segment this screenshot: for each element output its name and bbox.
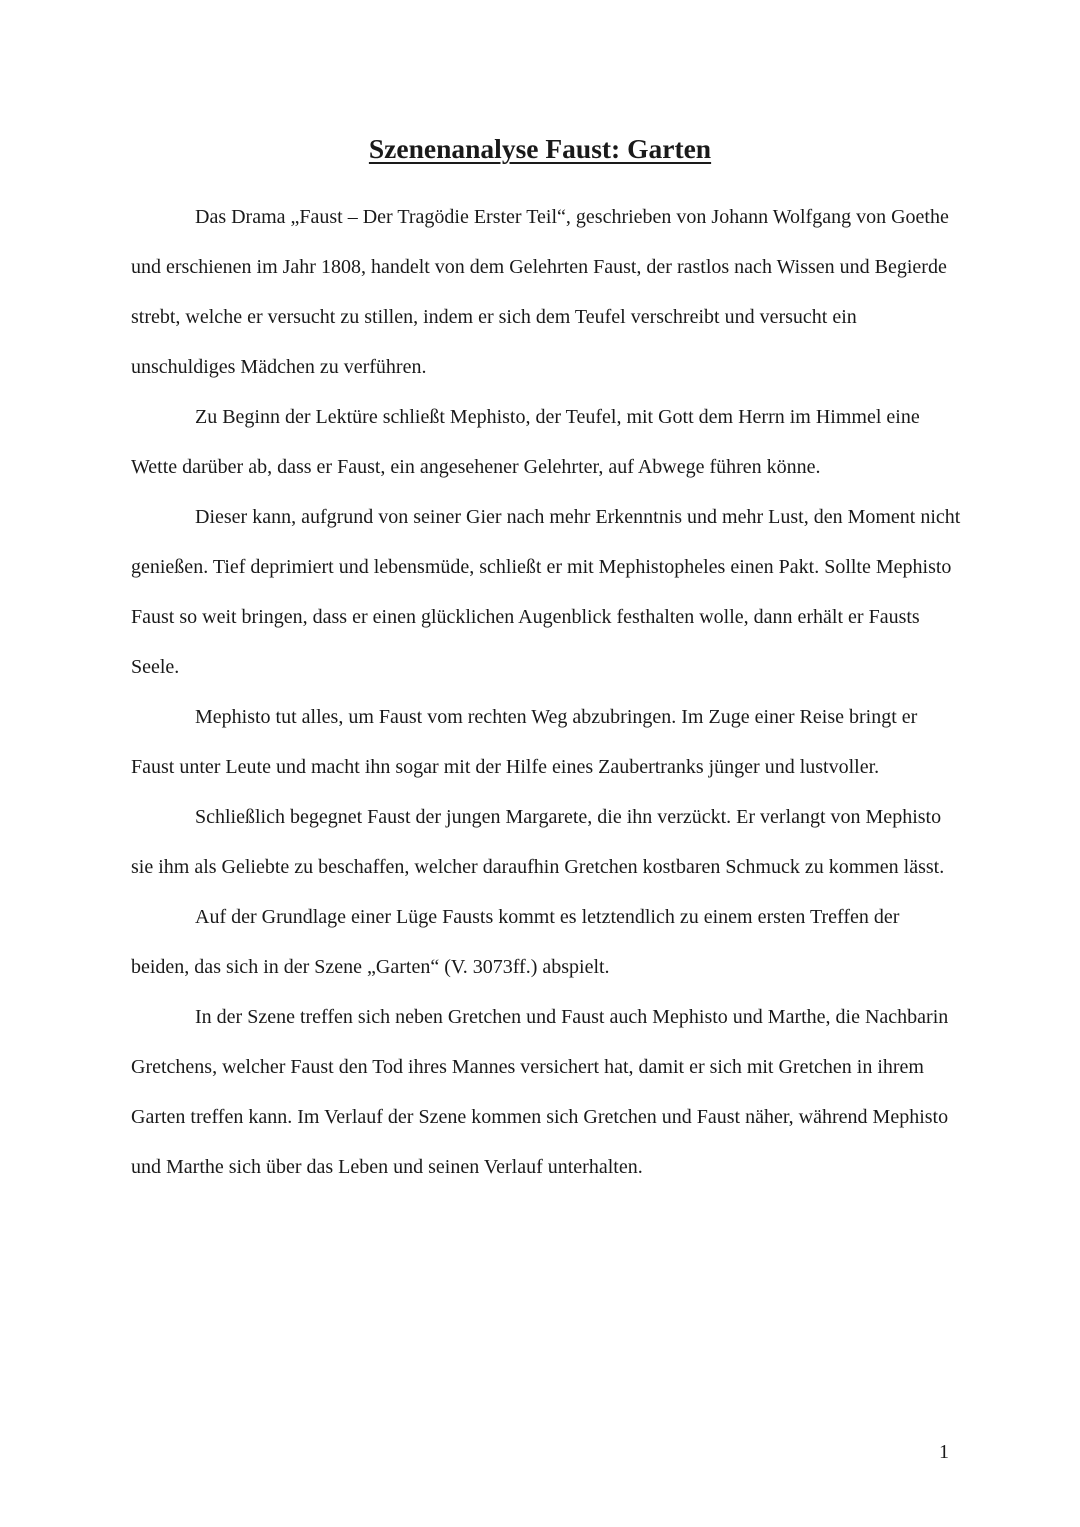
paragraph: Das Drama „Faust – Der Tragödie Erster Teil“, geschrieben von Johann Wolfgang von Goethe und erschienen im Jahr 1808, handelt von dem Gelehrten Faust, der rastlos nach Wissen und Begierde strebt, welche er versucht zu stillen, indem er sich dem Teufel verschreibt und versucht ein unschuldiges Mädchen zu verführen. (131, 206, 949, 378)
page-title: Szenenanalyse Faust: Garten (368, 133, 712, 164)
paragraph: Dieser kann, aufgrund von seiner Gier nach mehr Erkenntnis und mehr Lust, den Moment nicht genießen. Tief deprimiert und lebensmüde, schließt er mit Mephistopheles einen Pakt. Sollte Mephisto Faust so weit bringen, dass er einen glücklichen Augenblick festhalten wolle, dann erhält er Fausts Seele. (131, 506, 961, 678)
paragraph: Mephisto tut alles, um Faust vom rechten Weg abzubringen. Im Zuge einer Reise bringt er Faust unter Leute und macht ihn sogar mit der Hilfe eines Zaubertranks jünger und lustvoller. (131, 706, 918, 778)
paragraph: Auf der Grundlage einer Lüge Fausts kommt es letztendlich zu einem ersten Treffen der beiden, das sich in der Szene „Garten“ (V. 3073ff.) abspielt. (131, 906, 900, 978)
paragraph: Schließlich begegnet Faust der jungen Margarete, die ihn verzückt. Er verlangt von Mephisto sie ihm als Geliebte zu beschaffen, welcher daraufhin Gretchen kostbaren Schmuck zu kommen lässt. (131, 806, 945, 878)
body-text (131, 192, 961, 1192)
page-number: 1 (939, 1441, 949, 1463)
paragraph: Zu Beginn der Lektüre schließt Mephisto, der Teufel, mit Gott dem Herrn im Himmel eine Wette darüber ab, dass er Faust, ein angesehener Gelehrter, auf Abwege führen könne. (131, 406, 920, 478)
paragraph: In der Szene treffen sich neben Gretchen und Faust auch Mephisto und Marthe, die Nachbarin Gretchens, welcher Faust den Tod ihres Mannes versichert hat, damit er sich mit Gretchen in ihrem Garten treffen kann. Im Verlauf der Szene kommen sich Gretchen und Faust näher, während Mephisto und Marthe sich über das Leben und seinen Verlauf unterhalten. (131, 1006, 949, 1178)
